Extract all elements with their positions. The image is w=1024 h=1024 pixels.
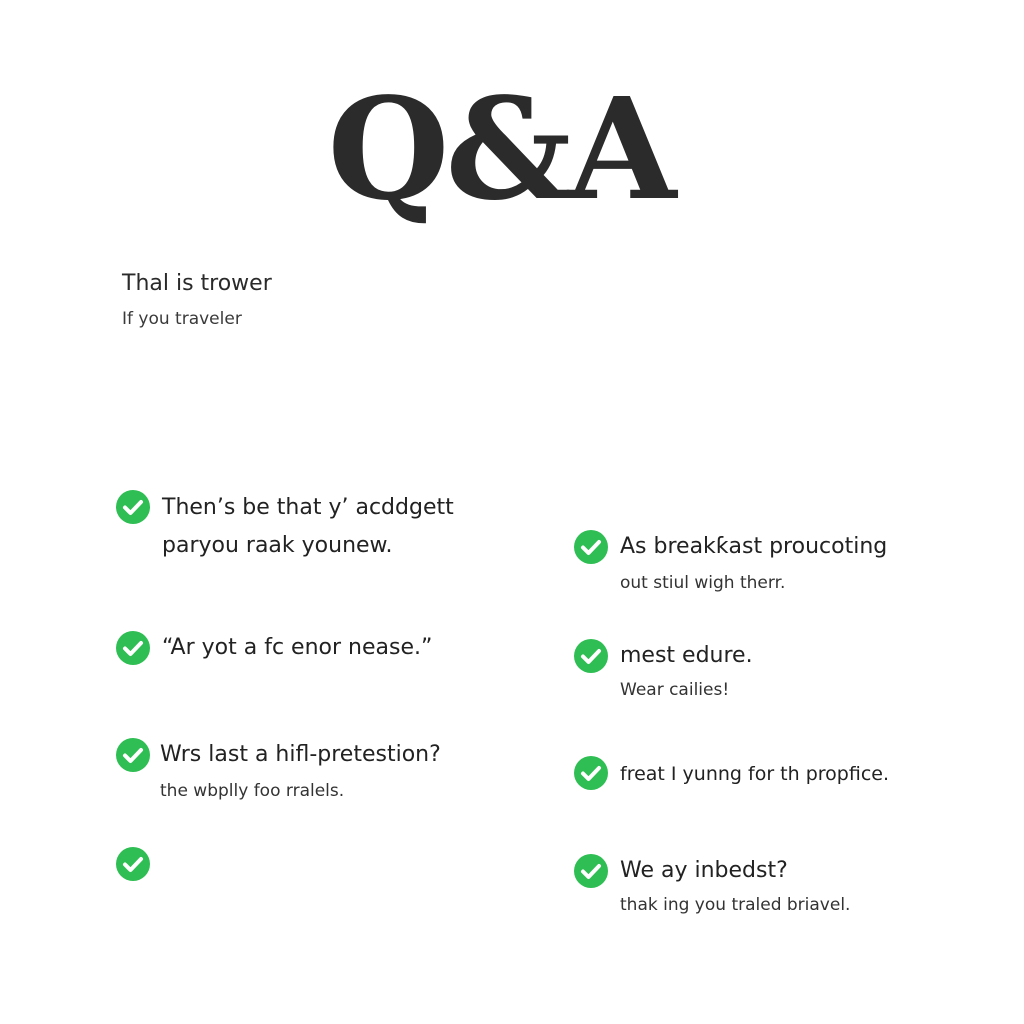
intro-subheading: If you traveler xyxy=(122,309,242,329)
qa-item-answer: out stiul wigh therr. xyxy=(620,573,786,593)
checkmark-icon xyxy=(573,853,609,889)
qa-item-title: freat I yunng for th propfice. xyxy=(620,763,889,785)
qa-item-title-continued: paryou raak younew. xyxy=(162,533,393,558)
checkmark-icon xyxy=(573,529,609,565)
checkmark-icon xyxy=(573,638,609,674)
intro-block xyxy=(122,268,522,334)
checkmark-icon xyxy=(115,737,151,773)
qa-item-title: Wrs last a hifl-pretestion? xyxy=(160,742,441,767)
checkmark-icon xyxy=(115,630,151,666)
qa-item-answer: the wbplly foo rralels. xyxy=(160,781,345,801)
intro-heading: Thal is trower xyxy=(122,271,272,296)
checkmark-icon xyxy=(573,755,609,791)
qa-item-title: We ay inbedst? xyxy=(620,858,788,883)
checkmark-icon xyxy=(115,846,151,882)
qa-item-answer: Wear cailies! xyxy=(620,680,730,700)
page-title: Q&A xyxy=(327,68,673,232)
qa-item-title: mest edure. xyxy=(620,643,753,668)
qa-item-title: Then’s be that y’ acddgett xyxy=(162,495,454,520)
checkmark-icon xyxy=(115,489,151,525)
qa-item-title: “Ar yot a fc enor nease.” xyxy=(162,635,433,660)
qa-item-title: As breakƙast proucoting xyxy=(620,534,888,559)
qa-item-answer: thak ing you traled briavel. xyxy=(620,895,851,915)
